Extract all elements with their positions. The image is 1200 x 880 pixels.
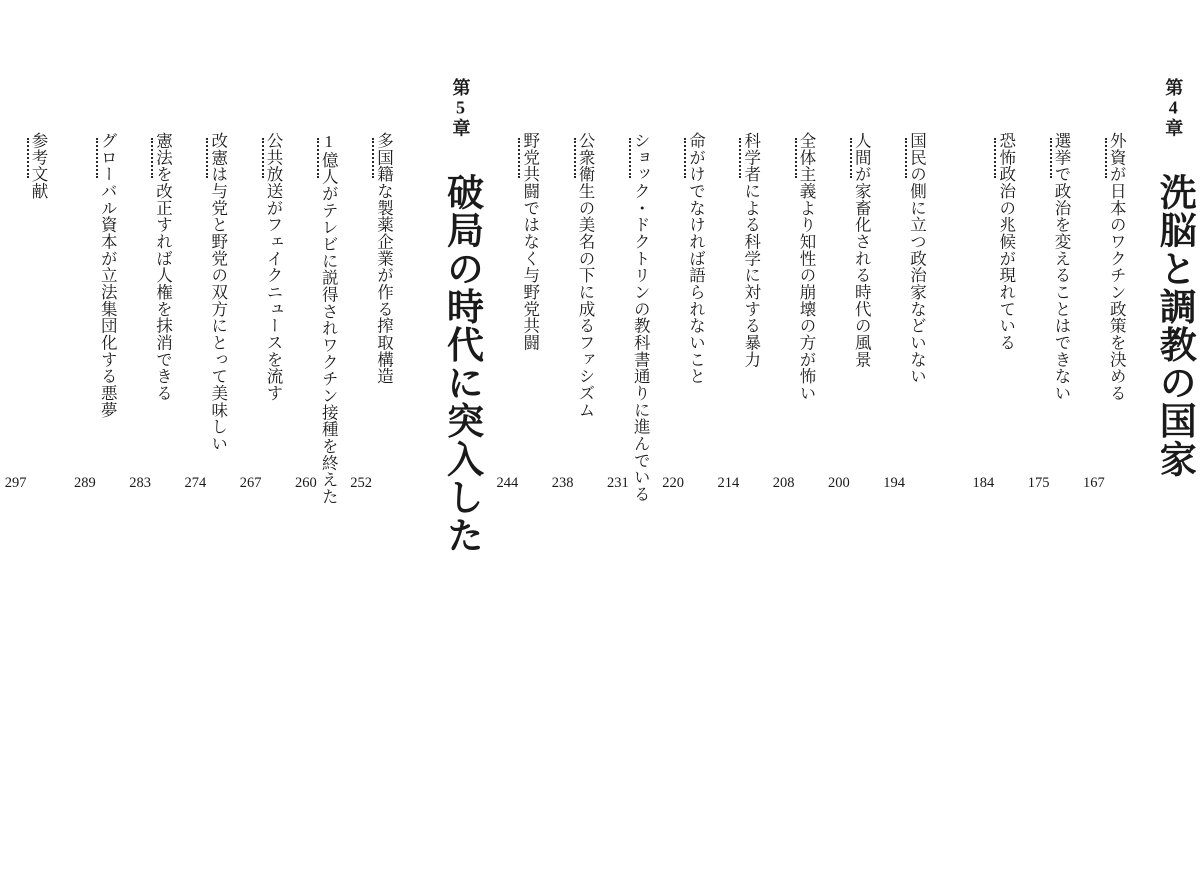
toc-entry-label: ショック・ドクトリンの教科書通りに進んでいる [631, 132, 651, 503]
toc-entry-label: 野党共闘ではなく与野党共闘 [520, 132, 540, 351]
toc-entry-references[interactable] [5, 132, 46, 832]
toc-entry-label: 国民の側に立つ政治家などいない [907, 132, 927, 385]
leader-dots [151, 138, 154, 178]
toc-entry-page: 283 [129, 474, 151, 491]
toc-entry[interactable] [607, 132, 651, 832]
toc-entry-page: 260 [295, 474, 317, 491]
toc-entry-label: 命がけでなければ語られないこと [686, 132, 706, 385]
toc-entry-label: 選挙で政治を変えることはできない [1052, 132, 1071, 402]
toc-entry-label: 恐怖政治の兆候が現れている [996, 132, 1016, 351]
toc-entry-page: 244 [496, 474, 519, 491]
toc-entry-page: 175 [1027, 474, 1050, 491]
toc-entry-page: 208 [772, 474, 795, 491]
toc-entry-label: 憲法を改正すれば人権を抹消できる [153, 132, 173, 402]
leader-dots [994, 138, 997, 178]
toc-entry[interactable] [295, 132, 339, 832]
toc-entry[interactable] [497, 132, 538, 832]
leader-dots [739, 138, 742, 178]
leader-dots [905, 138, 908, 178]
toc-entry-label: 全体主義より知性の崩壊の方が怖い [797, 132, 816, 402]
chapter-4-block [490, 60, 1200, 832]
leader-dots [1105, 138, 1108, 178]
leader-dots [27, 138, 30, 178]
toc-entry-page: 267 [239, 474, 262, 491]
toc-entry[interactable] [350, 132, 394, 832]
toc-entry-page: 200 [828, 474, 850, 491]
toc-entry[interactable] [129, 132, 173, 832]
toc-entry-label: 1億人がテレビに説得されワクチン接種を終えた [319, 132, 339, 505]
leader-dots [629, 138, 632, 178]
toc-entry-label: 参考文献 [29, 132, 48, 200]
toc-entry-label: グローバル資本が立法集団化する悪夢 [98, 132, 118, 419]
toc-entry-page: 194 [883, 474, 905, 491]
toc-entry-page: 297 [4, 474, 27, 491]
toc-entry[interactable] [74, 132, 118, 832]
toc-entry[interactable] [973, 132, 1014, 832]
toc-entry[interactable] [828, 132, 872, 832]
toc-entry-label: 改憲は与党と野党の双方にとって美味しい [208, 132, 228, 452]
leader-dots [96, 138, 99, 178]
chapter-5-number: 第5章 [450, 78, 471, 139]
chapter-5-title [440, 60, 482, 555]
toc-entry-page: 184 [972, 474, 995, 491]
toc-entry-page: 289 [74, 474, 96, 491]
leader-dots [206, 138, 209, 178]
toc-entry[interactable] [773, 132, 814, 832]
leader-dots [317, 138, 320, 178]
toc-entry[interactable] [883, 132, 927, 832]
toc-entry[interactable] [662, 132, 706, 832]
toc-entry[interactable] [1028, 132, 1069, 832]
toc-entry-label: 公共放送がフェイクニュースを流す [264, 132, 283, 402]
chapter-4-name: 洗脳と調教の国家 [1153, 173, 1195, 479]
toc-entry-label: 科学者による科学に対する暴力 [741, 132, 761, 368]
toc-entry-page: 214 [717, 474, 740, 491]
toc-entry[interactable] [718, 132, 759, 832]
leader-dots [684, 138, 687, 178]
leader-dots [262, 138, 265, 178]
toc-entry-page: 220 [662, 474, 684, 491]
chapter-4-entries [490, 60, 932, 832]
toc-entry[interactable] [185, 132, 226, 832]
toc-entry-label: 公衆衛生の美名の下に成るファシズム [576, 132, 595, 419]
toc-entry-page: 274 [184, 474, 207, 491]
toc-entry-page: 238 [551, 474, 574, 491]
leader-dots [795, 138, 798, 178]
toc-entry-page: 167 [1083, 474, 1105, 491]
toc-entry-label: 外資が日本のワクチン政策を決める [1107, 132, 1127, 402]
leader-dots [1050, 138, 1053, 178]
toc-entry-label: 多国籍な製薬企業が作る搾取構造 [374, 132, 394, 385]
leader-dots [574, 138, 577, 178]
leader-dots [518, 138, 521, 178]
chapter-5-name: 破局の時代に突入した [440, 173, 482, 555]
toc-entry[interactable] [240, 132, 281, 832]
toc-entry-page: 231 [607, 474, 629, 491]
toc-entry-page: 252 [350, 474, 372, 491]
chapter-4-title [1153, 60, 1195, 479]
chapter-5-entries [0, 60, 399, 832]
chapter-4-number: 第4章 [1163, 78, 1184, 139]
chapter-4-entries-carryover [966, 60, 1132, 832]
toc-entry[interactable] [1083, 132, 1127, 832]
chapter-5-block [0, 60, 490, 832]
toc-entry[interactable] [552, 132, 593, 832]
leader-dots [850, 138, 853, 178]
toc-entry-label: 人間が家畜化される時代の風景 [852, 132, 872, 368]
leader-dots [372, 138, 375, 178]
